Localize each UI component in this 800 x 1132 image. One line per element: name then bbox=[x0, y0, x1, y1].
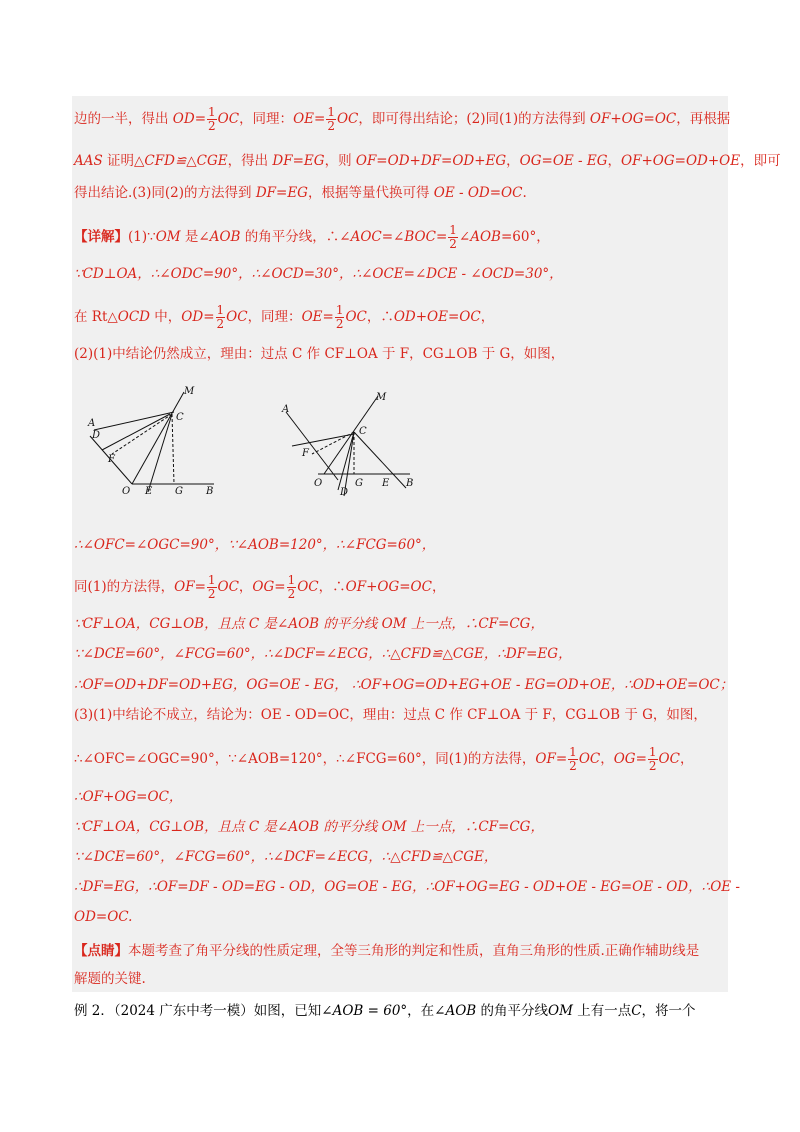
text-line-21: 解题的关键. bbox=[74, 971, 146, 987]
label-B: B bbox=[206, 486, 214, 497]
text-line-17: ∵∠DCE=60°，∠FCG=60°，∴∠DCF=∠ECG，∴△CFD≌△CGE， bbox=[74, 849, 498, 865]
text-line-14: ∴∠OFC=∠OGC=90°，∵∠AOB=120°，∴∠FCG=60°，同(1)的方法得，OF= $\frac{1}{2}$ OC，OG= $\frac{1}{2}$ OC， bbox=[74, 745, 694, 773]
label-M: M bbox=[184, 386, 195, 397]
label-E: E bbox=[145, 486, 153, 497]
line-extra bbox=[102, 414, 170, 450]
fraction: $\frac{1}{2}$ bbox=[327, 105, 335, 133]
text-line-8: ∴∠OFC=∠OGC=90°，∵∠AOB=120°，∴∠FCG=60°， bbox=[74, 537, 436, 553]
label-G: G bbox=[175, 486, 183, 497]
text-line-15: ∴OF+OG=OC， bbox=[74, 789, 183, 805]
fraction: $\frac{1}{2}$ bbox=[569, 745, 577, 773]
label-O: O bbox=[122, 486, 131, 497]
text-line-6: 在 Rt△OCD 中，OD= $\frac{1}{2}$ OC，同理：OE= $\frac{1}{2}$ OC，∴OD+OE=OC， bbox=[74, 303, 495, 331]
text-line-18: ∴DF=EG，∴OF=DF - OD=EG - OD，OG=OE - EG，∴OF+OG=EG - OD+OE - EG=OE - OD，∴OE - bbox=[74, 879, 740, 895]
text-line-11: ∵∠DCE=60°，∠FCG=60°，∴∠DCF=∠ECG，∴△CFD≌△CGE，∴DF=EG， bbox=[74, 646, 572, 662]
fraction: $\frac{1}{2}$ bbox=[208, 105, 216, 133]
geometry-figure-1 bbox=[82, 384, 230, 500]
remark-tag: 【点睛】 bbox=[74, 943, 128, 959]
fraction: $\frac{1}{2}$ bbox=[287, 573, 296, 601]
label-C: C bbox=[359, 426, 367, 437]
text-line-20: 【点睛】本题考查了角平分线的性质定理，全等三角形的判定和性质，直角三角形的性质.正确作辅助线是 bbox=[74, 943, 700, 959]
fraction: $\frac{1}{2}$ bbox=[335, 303, 344, 331]
text-line-16: ∵CF⊥OA，CG⊥OB，且点 C 是∠AOB 的平分线 OM 上一点，∴CF=CG， bbox=[74, 819, 544, 835]
text-line-5: ∵CD⊥OA，∴∠ODC=90°，∴∠OCD=30°，∴∠OCE=∠DCE - ∠OCD=30°， bbox=[74, 266, 563, 282]
text-line-7: (2)(1)中结论仍然成立，理由：过点 C 作 CF⊥OA 于 F，CG⊥OB 于 G，如图， bbox=[74, 346, 565, 362]
ray-OM bbox=[132, 392, 184, 484]
fraction: $\frac{1}{2}$ bbox=[449, 223, 457, 251]
label-D: D bbox=[340, 487, 349, 498]
text-line-1: 边的一半，得出 OD= $\frac{1}{2}$ OC，同理：OE= $\frac{1}{2}$ OC，即可得出结论；(2)同(1)的方法得到 OF+OG=OC，再根据 bbox=[74, 105, 731, 133]
label-D: D bbox=[92, 430, 101, 441]
label-B: B bbox=[406, 478, 414, 489]
fraction: $\frac{1}{2}$ bbox=[648, 745, 657, 773]
line-CE bbox=[148, 414, 172, 492]
label-F: F bbox=[108, 454, 115, 465]
line-CF bbox=[112, 414, 172, 454]
label-M: M bbox=[376, 392, 387, 403]
line-CG bbox=[172, 414, 174, 484]
line-CF bbox=[312, 432, 354, 454]
text-line-13: (3)(1)中结论不成立，结论为：OE - OD=OC，理由：过点 C 作 CF⊥OA 于 F，CG⊥OB 于 G，如图， bbox=[74, 707, 707, 723]
text-line-10: ∵CF⊥OA，CG⊥OB，且点 C 是∠AOB 的平分线 OM 上一点，∴CF=CG， bbox=[74, 616, 544, 632]
text-line-19: OD=OC. bbox=[74, 909, 133, 925]
fraction: $\frac{1}{2}$ bbox=[207, 573, 216, 601]
label-C: C bbox=[176, 412, 184, 423]
label-E: E bbox=[382, 478, 390, 489]
label-F: F bbox=[302, 448, 309, 459]
text-line-4: 【详解】(1)∵OM 是∠AOB 的角平分线，∴∠AOC=∠BOC= $\frac{1}{2}$ ∠AOB=60°， bbox=[74, 223, 550, 251]
geometry-figure-2 bbox=[278, 388, 424, 502]
detail-tag: 【详解】 bbox=[74, 229, 128, 245]
text-line-9: 同(1)的方法得，OF= $\frac{1}{2}$ OC，OG= $\frac{1}{2}$ OC，∴OF+OG=OC， bbox=[74, 573, 446, 601]
label-G: G bbox=[355, 478, 363, 489]
label-A: A bbox=[282, 404, 290, 415]
label-O: O bbox=[314, 478, 323, 489]
text-line-3: 得出结论.(3)同(2)的方法得到 DF=EG，根据等量代换可得 OE - OD=OC. bbox=[74, 185, 527, 201]
label-A: A bbox=[88, 418, 96, 429]
text-line-2: AAS 证明△CFD≌△CGE，得出 DF=EG，则 OF=OD+DF=OD+EG，OG=OE - EG，OF+OG=OD+OE，即可 bbox=[74, 153, 781, 169]
text-line-12: ∴OF=OD+DF=OD+EG，OG=OE - EG， ∴OF+OG=OD+EG+OE - EG=OD+OE，∴OD+OE=OC； bbox=[74, 677, 734, 693]
example-2-line: 例 2．（2024 广东中考一模）如图，已知∠AOB = 60°，在∠AOB 的角平分线OM 上有一点C，将一个 bbox=[74, 1003, 696, 1019]
fraction: $\frac{1}{2}$ bbox=[216, 303, 225, 331]
